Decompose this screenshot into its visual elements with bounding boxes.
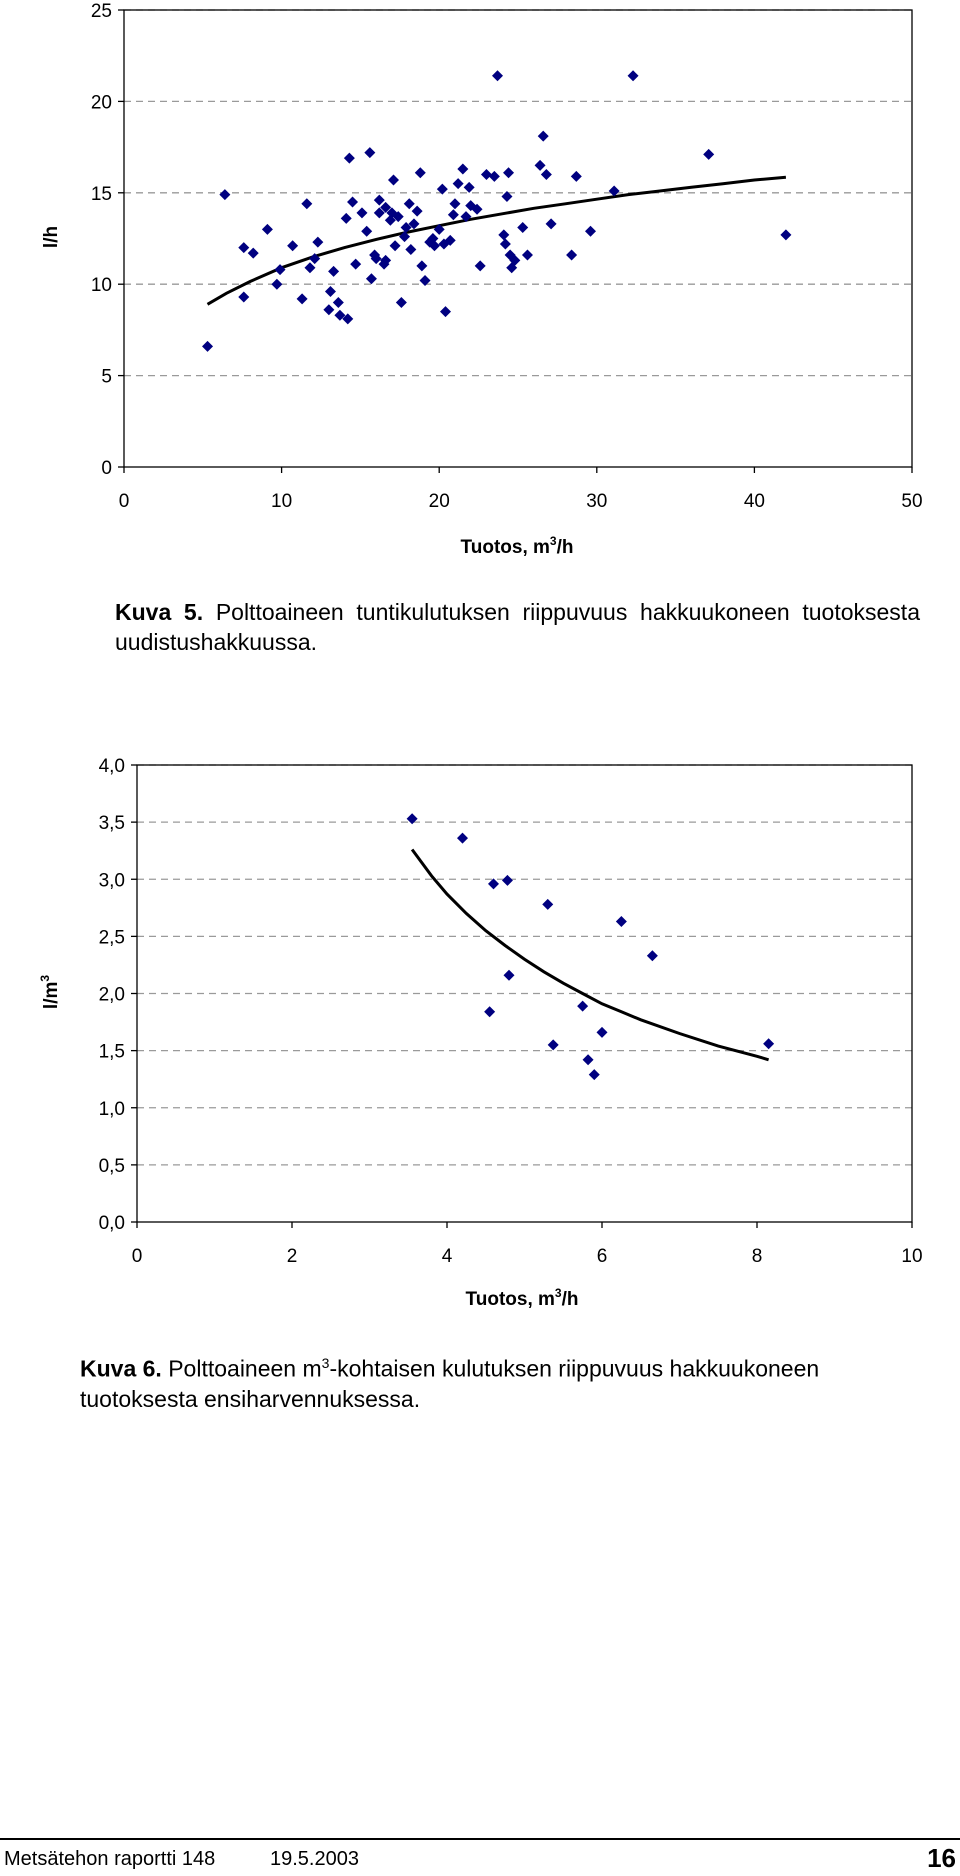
figure-caption-5: Kuva 5. Polttoaineen tuntikulutuksen riippuvuus hakkuukoneen tuotoksesta uudistushakkuussa. xyxy=(115,599,920,655)
data-point xyxy=(522,249,533,260)
data-point xyxy=(333,297,344,308)
x-tick-label: 8 xyxy=(751,1246,763,1267)
data-point xyxy=(503,167,514,178)
data-point xyxy=(238,242,249,253)
plot-area-frame xyxy=(124,10,912,467)
data-point xyxy=(350,259,361,270)
data-point xyxy=(763,1038,774,1049)
data-point xyxy=(301,198,312,209)
y-tick-label: 15 xyxy=(90,183,112,205)
data-point xyxy=(323,304,334,315)
data-point xyxy=(498,229,509,240)
footer-date: 19.5.2003 xyxy=(270,1848,359,1870)
data-point xyxy=(489,171,500,182)
footer-divider xyxy=(0,1838,960,1840)
data-point xyxy=(262,224,273,235)
x-axis-label: Tuotos, $m^3/h$ xyxy=(460,534,574,558)
data-point xyxy=(589,1069,600,1080)
y-tick-label: 2,0 xyxy=(98,984,125,1006)
chart-fuel-per-m3 xyxy=(0,730,960,1310)
y-tick-label: 0 xyxy=(101,458,112,479)
data-point xyxy=(364,147,375,158)
data-point xyxy=(566,249,577,260)
y-tick-label: 2,5 xyxy=(98,927,125,949)
data-point xyxy=(571,171,582,182)
data-point xyxy=(341,213,352,224)
chart-fuel-per-hour xyxy=(0,0,960,560)
data-point xyxy=(325,286,336,297)
data-point xyxy=(583,1054,594,1065)
y-tick-label: 3,5 xyxy=(98,813,125,835)
data-point xyxy=(502,875,513,886)
x-tick-label: 10 xyxy=(271,491,293,512)
data-point xyxy=(405,244,416,255)
x-tick-label: 10 xyxy=(901,1246,923,1267)
data-point xyxy=(347,196,358,207)
data-point xyxy=(457,833,468,844)
data-point xyxy=(344,153,355,164)
data-point xyxy=(287,240,298,251)
trendline xyxy=(208,177,786,304)
data-point xyxy=(248,248,259,259)
data-point xyxy=(361,226,372,237)
data-point xyxy=(457,164,468,175)
x-tick-label: 30 xyxy=(586,491,608,512)
y-tick-label: 25 xyxy=(90,1,112,22)
data-point xyxy=(297,293,308,304)
data-point xyxy=(440,306,451,317)
data-point xyxy=(585,226,596,237)
data-point xyxy=(448,209,459,220)
data-point xyxy=(597,1027,608,1038)
data-point xyxy=(504,970,515,981)
data-point xyxy=(500,238,511,249)
data-point xyxy=(548,1039,559,1050)
data-point xyxy=(396,297,407,308)
y-tick-label: 4,0 xyxy=(98,756,125,777)
y-axis-label: $l/m^3$ xyxy=(38,974,62,1010)
data-point xyxy=(484,1006,495,1017)
x-axis-label: Tuotos, $m^3/h$ xyxy=(465,1286,579,1310)
data-point xyxy=(449,198,460,209)
data-point xyxy=(271,279,282,290)
data-point xyxy=(616,916,627,927)
data-point xyxy=(546,218,557,229)
data-point xyxy=(366,273,377,284)
data-point xyxy=(647,950,658,961)
data-point xyxy=(219,189,230,200)
y-tick-label: 3,0 xyxy=(98,870,125,892)
figure-caption-6: Kuva 6. Polttoaineen $m^3$-kohtaisen kulutuksen riippuvuus hakkuukoneen tuotoksesta ensiharvennuksessa. xyxy=(80,1355,820,1412)
data-point xyxy=(328,266,339,277)
data-point xyxy=(488,878,499,889)
x-tick-label: 6 xyxy=(596,1246,608,1267)
y-tick-label: 10 xyxy=(90,275,112,297)
y-tick-label: 5 xyxy=(101,366,112,388)
data-point xyxy=(388,175,399,186)
data-point xyxy=(416,260,427,271)
y-tick-label: 20 xyxy=(90,92,112,114)
data-point xyxy=(492,70,503,81)
data-point xyxy=(312,237,323,248)
x-tick-label: 20 xyxy=(428,491,450,512)
data-point xyxy=(577,1001,588,1012)
data-point xyxy=(390,240,401,251)
data-point xyxy=(356,207,367,218)
trendline xyxy=(412,850,768,1060)
y-tick-label: 0,0 xyxy=(98,1213,125,1234)
data-point xyxy=(481,169,492,180)
x-tick-label: 4 xyxy=(441,1246,453,1267)
data-point xyxy=(464,182,475,193)
data-point xyxy=(412,206,423,217)
y-axis-label: l/h xyxy=(41,225,62,249)
data-point xyxy=(202,341,213,352)
data-point xyxy=(780,229,791,240)
data-point xyxy=(517,222,528,233)
data-point xyxy=(415,167,426,178)
y-tick-label: 0,5 xyxy=(98,1155,125,1177)
data-point xyxy=(703,149,714,160)
x-tick-label: 0 xyxy=(131,1246,143,1267)
data-point xyxy=(304,262,315,273)
footer-report-name: Metsätehon raportti 148 xyxy=(4,1848,216,1870)
data-point xyxy=(238,291,249,302)
data-point xyxy=(541,169,552,180)
page-number: 16 xyxy=(927,1843,956,1873)
x-tick-label: 50 xyxy=(901,491,923,512)
data-point xyxy=(628,70,639,81)
x-tick-label: 0 xyxy=(118,491,130,512)
data-point xyxy=(374,195,385,206)
data-point xyxy=(475,260,486,271)
x-tick-label: 2 xyxy=(286,1246,298,1267)
y-tick-label: 1,0 xyxy=(98,1098,125,1120)
data-point xyxy=(453,178,464,189)
data-point xyxy=(404,198,415,209)
x-tick-label: 40 xyxy=(743,491,765,512)
data-point xyxy=(538,131,549,142)
data-point xyxy=(542,899,553,910)
y-tick-label: 1,5 xyxy=(98,1041,125,1063)
data-point xyxy=(535,160,546,171)
